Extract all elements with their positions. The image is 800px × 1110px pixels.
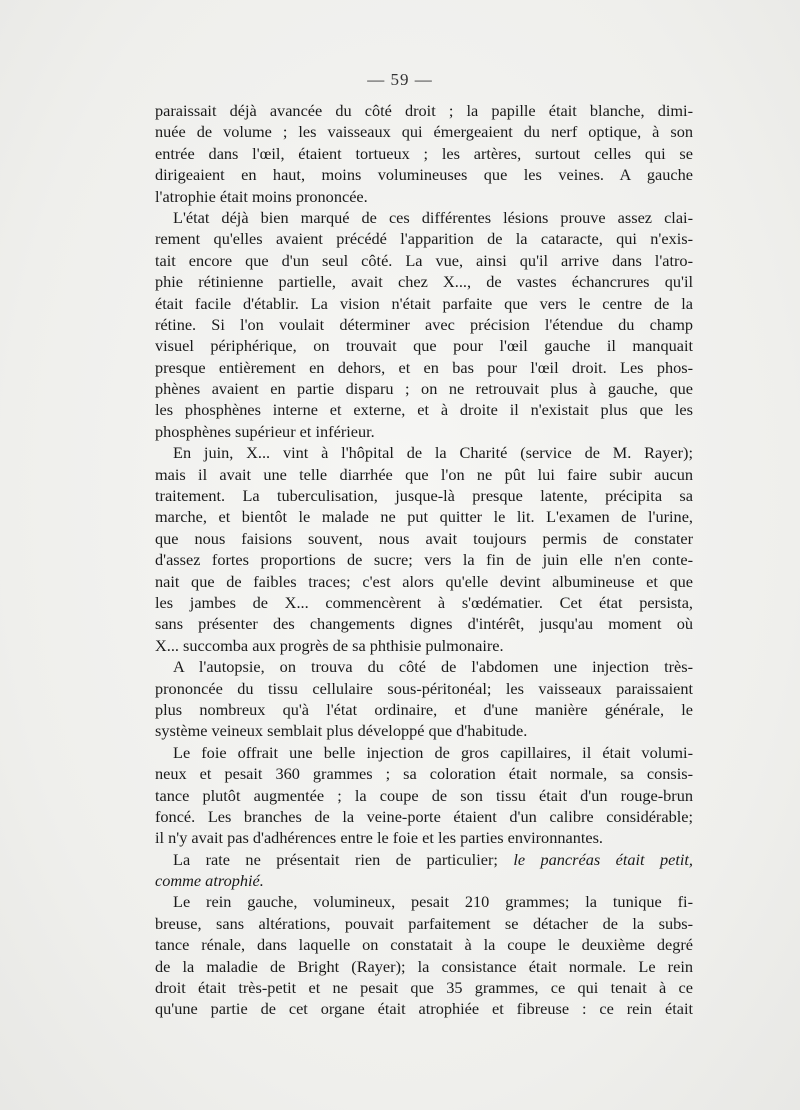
text-line-content: A l'autopsie, on trouva du côté de l'abdomen une injection très- [173,657,693,677]
text-line-content: Le foie offrait une belle injection de gros capillaires, il était volumi- [173,742,693,762]
text-line-content: était facile d'établir. La vision n'était parfaite que vers le centre de la [155,293,693,313]
text-line [155,314,693,335]
text-line-content: La rate ne présentait rien de particulier; [173,849,514,869]
text-line [155,442,693,463]
text-line [155,891,693,912]
text-line [155,678,693,699]
text-line [155,549,693,570]
text-line [155,399,693,420]
text-line-content: visuel périphérique, on trouvait que pour l'œil gauche il manquait [155,336,693,356]
text-line-content: système veineux semblait plus développé que d'habitude. [155,721,528,741]
text-line-content: neux et pesait 360 grammes ; sa coloration était normale, sa consis- [155,764,693,784]
italic-text: comme atrophié. [155,871,264,891]
text-line [155,271,693,292]
text-line [155,250,693,271]
page-number: — 59 — [367,70,433,89]
text-line-content: breuse, sans altérations, pouvait parfaitement se détacher de la subs- [155,913,693,933]
italic-text: le pancréas était petit, [513,849,693,869]
text-line-content: entrée dans l'œil, étaient tortueux ; les artères, surtout celles qui se [155,143,693,163]
text-line [155,699,693,720]
text-line [155,785,693,806]
text-line-content: presque entièrement en dehors, et en bas pour l'œil droit. Les phos- [155,357,693,377]
text-line-content: sans présenter des changements dignes d'intérêt, jusqu'au moment où [155,614,693,634]
text-line-content: il n'y avait pas d'adhérences entre le foie et les parties environnantes. [155,828,603,848]
text-line-content: droit était très-petit et ne pesait que 35 grammes, ce qui tenait à ce [155,978,693,998]
text-line-content: Le rein gauche, volumineux, pesait 210 grammes; la tunique fi- [173,892,693,912]
text-line-content: dirigeaient en haut, moins volumineuses que les veines. A gauche [155,165,693,185]
text-line-content: tait encore que d'un seul côté. La vue, ainsi qu'il arrive dans l'atro- [155,250,693,270]
text-line [155,934,693,955]
text-line [155,827,693,848]
text-line [155,357,693,378]
text-line [155,656,693,677]
text-line [155,143,693,164]
text-line [155,528,693,549]
body-text [155,100,693,1020]
text-line-content: qu'une partie de cet organe était atrophiée et fibreuse : ce rein était [155,999,693,1019]
text-line-content: rétine. Si l'on voulait déterminer avec précision l'étendue du champ [155,314,693,334]
text-line [155,998,693,1019]
text-line-content: mais il avait une telle diarrhée que l'on ne pût lui faire subir aucun [155,464,693,484]
text-line [155,164,693,185]
text-line [155,464,693,485]
text-line-content: d'assez fortes proportions de sucre; vers la fin de juin elle n'en conte- [155,550,693,570]
text-line-content: foncé. Les branches de la veine-porte étaient d'un calibre considérable; [155,806,693,826]
text-line [155,592,693,613]
text-line [155,635,693,656]
text-line-content: phosphènes supérieur et inférieur. [155,421,375,441]
text-line [155,186,693,207]
text-line-content: nuée de volume ; les vaisseaux qui émergeaient du nerf optique, à son [155,122,693,142]
text-line [155,849,693,870]
text-line-content: traitement. La tuberculisation, jusque-là presque latente, précipita sa [155,486,693,506]
text-line [155,806,693,827]
text-line-content: phie rétinienne partielle, avait chez X..., de vastes échancrures qu'il [155,272,693,292]
text-line [155,228,693,249]
text-line-content: tance rénale, dans laquelle on constatait à la coupe le deuxième degré [155,935,693,955]
text-line-content: nait que de faibles traces; c'est alors qu'elle devint albumineuse et que [155,571,693,591]
text-line [155,421,693,442]
text-line [155,378,693,399]
text-line [155,956,693,977]
text-line [155,485,693,506]
text-line-content: les jambes de X... commencèrent à s'œdématier. Cet état persista, [155,592,693,612]
text-line-content: l'atrophie était moins prononcée. [155,186,368,206]
text-line-content: tance plutôt augmentée ; la coupe de son tissu était d'un rouge-brun [155,785,693,805]
text-line-content: paraissait déjà avancée du côté droit ; la papille était blanche, dimi- [155,101,693,120]
text-line-content: L'état déjà bien marqué de ces différentes lésions prouve assez clai- [173,207,693,227]
text-line-content: les phosphènes interne et externe, et à droite il n'existait plus que les [155,400,693,420]
text-line [155,571,693,592]
text-line [155,720,693,741]
text-line [155,742,693,763]
text-line [155,100,693,121]
text-line-content: marche, et bientôt le malade ne put quitter le lit. L'examen de l'urine, [155,507,693,527]
text-line [155,293,693,314]
text-line [155,207,693,228]
text-line [155,506,693,527]
text-line-content: phènes avaient en partie disparu ; on ne retrouvait plus à gauche, que [155,379,693,399]
text-line [155,977,693,998]
text-line-content: de la maladie de Bright (Rayer); la consistance était normale. Le rein [155,956,693,976]
text-line-content: plus nombreux qu'à l'état ordinaire, et d'une manière générale, le [155,699,693,719]
text-line [155,335,693,356]
text-line-content: prononcée du tissu cellulaire sous-péritonéal; les vaisseaux paraissaient [155,678,693,698]
text-line-content: X... succomba aux progrès de sa phthisie pulmonaire. [155,635,504,655]
text-line [155,121,693,142]
text-line-content: rement qu'elles avaient précédé l'apparition de la cataracte, qui n'exis- [155,229,693,249]
text-line-content: que nous faisions souvent, nous avait toujours permis de constater [155,528,693,548]
text-line [155,870,693,891]
text-line-content: En juin, X... vint à l'hôpital de la Charité (service de M. Rayer); [173,443,693,463]
text-line [155,763,693,784]
text-line [155,613,693,634]
text-line [155,913,693,934]
